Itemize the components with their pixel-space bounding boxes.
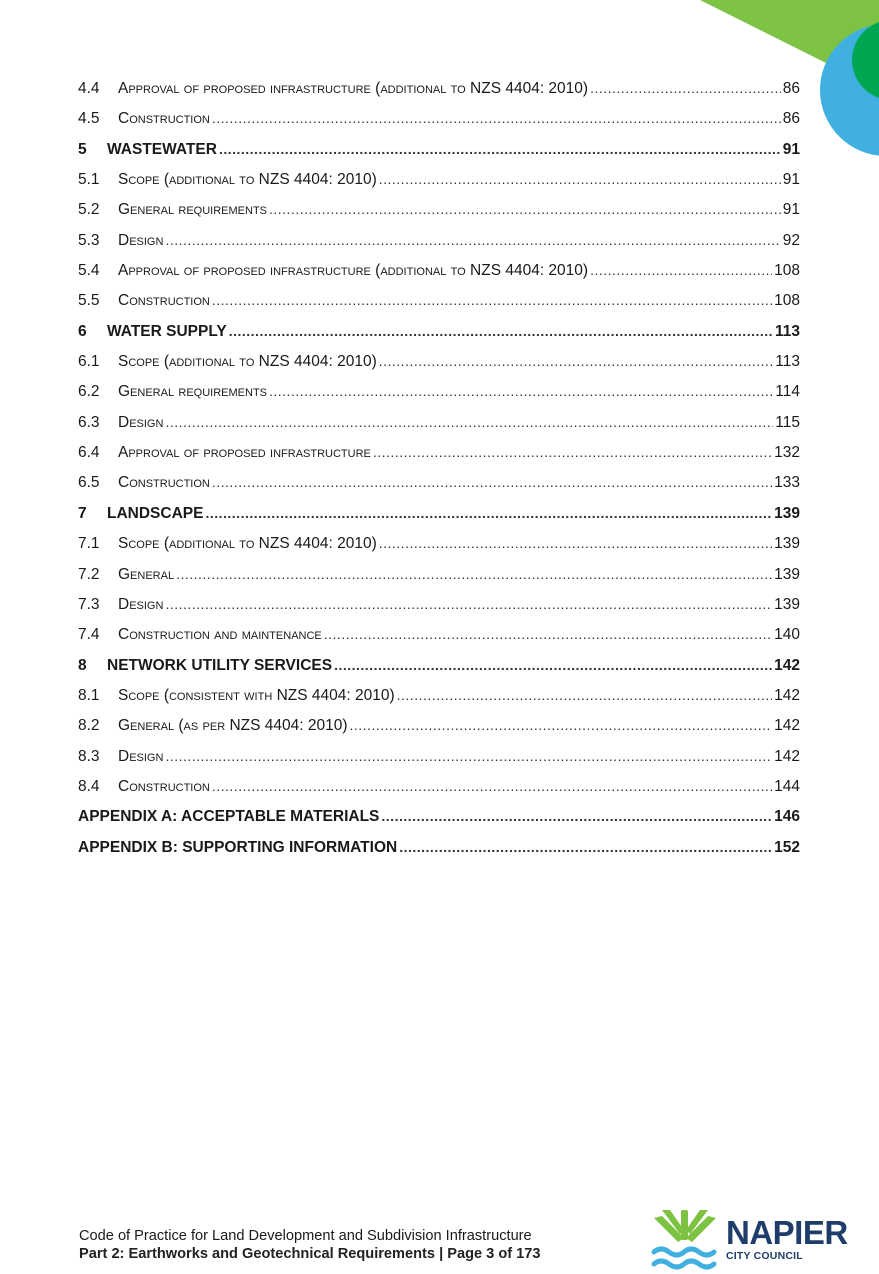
toc-entry xyxy=(78,76,800,106)
toc-entry-title: APPENDIX A: ACCEPTABLE MATERIALS xyxy=(78,808,380,826)
toc-entry-number: 8.1 xyxy=(78,686,100,704)
toc-entry-number: 5.5 xyxy=(78,292,100,310)
toc-entry-title: General (as per NZS 4404: 2010) xyxy=(118,717,348,735)
napier-logo-icon xyxy=(650,1208,720,1274)
toc-entry xyxy=(78,167,800,197)
toc-entry-title: Scope (additional to NZS 4404: 2010) xyxy=(118,171,377,189)
toc-entry-number: 5.3 xyxy=(78,231,100,249)
dot-leader xyxy=(399,835,772,859)
dot-leader xyxy=(350,713,773,737)
toc-entry-title: Construction xyxy=(118,292,210,310)
toc-entry-title: WATER SUPPLY xyxy=(107,322,227,340)
dot-leader xyxy=(229,319,773,343)
dot-leader xyxy=(269,379,773,403)
logo-wordmark xyxy=(726,1216,848,1262)
toc-entry-title: WASTEWATER xyxy=(107,140,217,158)
toc-entry-number: 4.4 xyxy=(78,80,100,97)
toc-entry-page: 91 xyxy=(782,201,800,219)
logo-name: NAPIER xyxy=(726,1214,848,1251)
toc-entry-page: 144 xyxy=(774,777,800,795)
toc-entry-page: 152 xyxy=(774,838,800,856)
logo-subtitle: CITY COUNCIL xyxy=(726,1250,803,1262)
toc-entry xyxy=(78,349,800,379)
toc-entry xyxy=(78,683,800,713)
toc-entry-page: 91 xyxy=(782,140,800,158)
dot-leader xyxy=(212,106,781,130)
toc-entry xyxy=(78,653,800,683)
toc-entry-number: 7.3 xyxy=(78,595,100,613)
toc-entry-number: 6.4 xyxy=(78,444,100,462)
toc-entry-title: Design xyxy=(118,231,164,249)
toc-entry-title: LANDSCAPE xyxy=(107,504,204,522)
toc-entry-number: 6.1 xyxy=(78,353,100,371)
toc-entry xyxy=(78,379,800,409)
toc-entry xyxy=(78,744,800,774)
dot-leader xyxy=(165,592,772,616)
dot-leader xyxy=(165,228,780,252)
toc-entry-title: Scope (consistent with NZS 4404: 2010) xyxy=(118,686,395,704)
toc-entry-page: 142 xyxy=(774,747,800,765)
toc-entry-title: Approval of proposed infrastructure (additional to NZS 4404: 2010) xyxy=(118,262,589,280)
dot-leader xyxy=(205,501,772,525)
toc-entry xyxy=(78,531,800,561)
toc-entry-number: 4.5 xyxy=(78,110,100,128)
toc-entry-number: 6 xyxy=(78,322,87,340)
toc-entry xyxy=(78,288,800,318)
dot-leader xyxy=(219,137,781,161)
toc-entry-page: 139 xyxy=(774,504,800,522)
toc-entry-page: 115 xyxy=(775,413,800,431)
toc-entry-title: General requirements xyxy=(118,201,267,219)
toc-entry xyxy=(78,410,800,440)
toc-entry-number: 8 xyxy=(78,656,87,674)
toc-entry xyxy=(78,197,800,227)
toc-entry-page: 142 xyxy=(774,686,800,704)
toc-entry-number: 6.5 xyxy=(78,474,100,492)
toc-entry-number: 8.3 xyxy=(78,747,100,765)
toc-entry xyxy=(78,804,800,834)
toc-entry-page: 108 xyxy=(774,292,800,310)
toc-entry-number: 8.2 xyxy=(78,717,100,735)
toc-entry-title: Construction xyxy=(118,777,210,795)
toc-entry-page: 142 xyxy=(774,656,800,674)
dot-leader xyxy=(379,531,772,555)
dot-leader xyxy=(212,470,772,494)
toc-entry-page: 139 xyxy=(774,595,800,613)
toc-entry xyxy=(78,622,800,652)
toc-entry-title: Approval of proposed infrastructure (additional to NZS 4404: 2010) xyxy=(118,80,589,97)
toc-entry-title: Design xyxy=(118,595,164,613)
dot-leader xyxy=(334,653,772,677)
page-footer xyxy=(79,1227,541,1263)
dot-leader xyxy=(324,622,772,646)
dot-leader xyxy=(590,76,781,100)
toc-entry xyxy=(78,258,800,288)
toc-entry-number: 5.2 xyxy=(78,201,100,219)
toc-entry xyxy=(78,106,800,136)
dot-leader xyxy=(176,562,772,586)
dot-leader xyxy=(212,288,772,312)
dot-leader xyxy=(165,410,773,434)
toc-entry-title: Approval of proposed infrastructure xyxy=(118,444,371,462)
toc-entry-title: Construction xyxy=(118,474,210,492)
toc-entry-number: 5.1 xyxy=(78,171,100,189)
toc-entry-title: Construction and maintenance xyxy=(118,626,322,644)
toc-entry-number: 6.3 xyxy=(78,413,100,431)
toc-entry xyxy=(78,137,800,167)
toc-entry-page: 133 xyxy=(774,474,800,492)
toc-entry-number: 6.2 xyxy=(78,383,100,401)
toc-entry-page: 140 xyxy=(774,626,800,644)
toc-entry-page: 92 xyxy=(782,231,800,249)
toc-entry-title: NETWORK UTILITY SERVICES xyxy=(107,656,333,674)
toc-entry-page: 113 xyxy=(774,322,800,340)
toc-entry-title: Scope (additional to NZS 4404: 2010) xyxy=(118,535,377,553)
toc-entry-number: 7.4 xyxy=(78,626,100,644)
toc-entry-title: General xyxy=(118,565,175,583)
toc-entry-page: 146 xyxy=(774,808,800,826)
dot-leader xyxy=(397,683,772,707)
dot-leader xyxy=(269,197,781,221)
toc-entry-number: 5.4 xyxy=(78,262,100,280)
toc-entry xyxy=(78,713,800,743)
toc-entry-title: Design xyxy=(118,413,164,431)
dot-leader xyxy=(379,349,774,373)
table-of-contents xyxy=(78,76,800,865)
toc-entry-page: 91 xyxy=(782,171,800,189)
toc-entry-page: 113 xyxy=(775,353,800,371)
footer-part-page: Part 2: Earthworks and Geotechnical Requirements | Page 3 of 173 xyxy=(79,1246,541,1262)
toc-entry-page: 108 xyxy=(774,262,800,280)
toc-entry-page: 139 xyxy=(774,565,800,583)
toc-entry-number: 5 xyxy=(78,140,87,158)
toc-entry-title: Design xyxy=(118,747,164,765)
toc-entry xyxy=(78,774,800,804)
toc-entry xyxy=(78,228,800,258)
toc-entry-page: 132 xyxy=(774,444,800,462)
dot-leader xyxy=(212,774,772,798)
dot-leader xyxy=(379,167,781,191)
toc-entry xyxy=(78,440,800,470)
napier-city-council-logo xyxy=(650,1208,848,1274)
toc-entry xyxy=(78,592,800,622)
toc-entry-page: 86 xyxy=(782,110,800,128)
toc-entry-title: Construction xyxy=(118,110,210,128)
toc-entry-number: 8.4 xyxy=(78,777,100,795)
toc-entry-number: 7.2 xyxy=(78,565,100,583)
toc-entry xyxy=(78,562,800,592)
toc-entry-number: 7 xyxy=(78,504,87,522)
dot-leader xyxy=(165,744,772,768)
toc-entry-title: General requirements xyxy=(118,383,267,401)
dot-leader xyxy=(590,258,772,282)
toc-entry xyxy=(78,470,800,500)
toc-entry-page: 86 xyxy=(782,80,800,97)
toc-entry-title: Scope (additional to NZS 4404: 2010) xyxy=(118,353,377,371)
dot-leader xyxy=(381,804,772,828)
toc-entry-page: 114 xyxy=(775,383,800,401)
toc-entry-page: 142 xyxy=(774,717,800,735)
toc-entry-number: 7.1 xyxy=(78,535,100,553)
toc-entry-title: APPENDIX B: SUPPORTING INFORMATION xyxy=(78,838,398,856)
toc-entry-page: 139 xyxy=(774,535,800,553)
toc-entry xyxy=(78,835,800,865)
footer-document-title: Code of Practice for Land Development and Subdivision Infrastructure xyxy=(79,1228,532,1244)
toc-entry xyxy=(78,501,800,531)
dot-leader xyxy=(373,440,772,464)
toc-entry xyxy=(78,319,800,349)
